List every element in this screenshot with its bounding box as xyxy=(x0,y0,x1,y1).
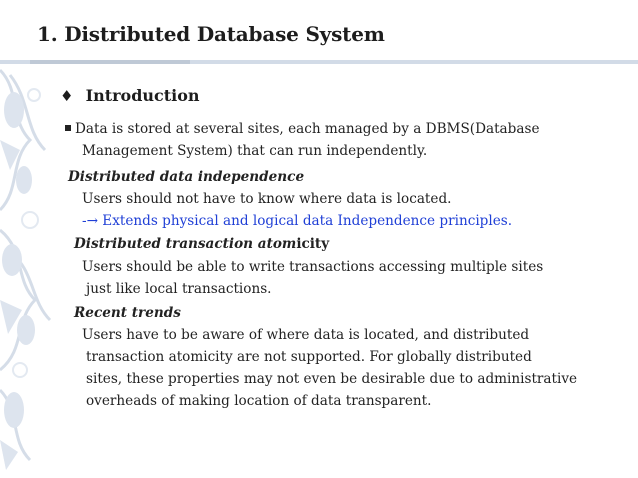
dist-data-text: Users should not have to know where data is located. xyxy=(82,191,452,207)
recent-line-4: overheads of making location of data transparent. xyxy=(86,393,432,409)
dist-data-arrow-text: -→ Extends physical and logical data Independence principles. xyxy=(82,213,513,229)
recent-line-3: sites, these properties may not even be desirable due to administrative xyxy=(86,371,578,387)
square-bullet-icon xyxy=(65,125,71,131)
intro-line-2: Management System) that can run independently. xyxy=(82,143,428,159)
section-label: Introduction xyxy=(85,86,200,105)
dist-trans-line-1: Users should be able to write transactions accessing multiple sites xyxy=(82,259,544,275)
recent-trends-heading: Recent trends xyxy=(74,305,181,321)
slide-title: 1. Distributed Database System xyxy=(37,22,385,46)
recent-line-2: transaction atomicity are not supported. For globally distributed xyxy=(86,349,532,365)
intro-line-1: Data is stored at several sites, each managed by a DBMS(Database xyxy=(65,118,540,140)
section-heading xyxy=(60,86,200,105)
diamond-bullet-icon: ♦ xyxy=(60,87,74,105)
title-divider-accent xyxy=(30,60,190,64)
dist-trans-heading: Distributed transaction atomicity xyxy=(74,236,330,252)
dist-data-heading: Distributed data independence xyxy=(68,169,305,185)
recent-line-1: Users have to be aware of where data is located, and distributed xyxy=(82,327,530,343)
dist-trans-line-2: just like local transactions. xyxy=(86,281,272,297)
